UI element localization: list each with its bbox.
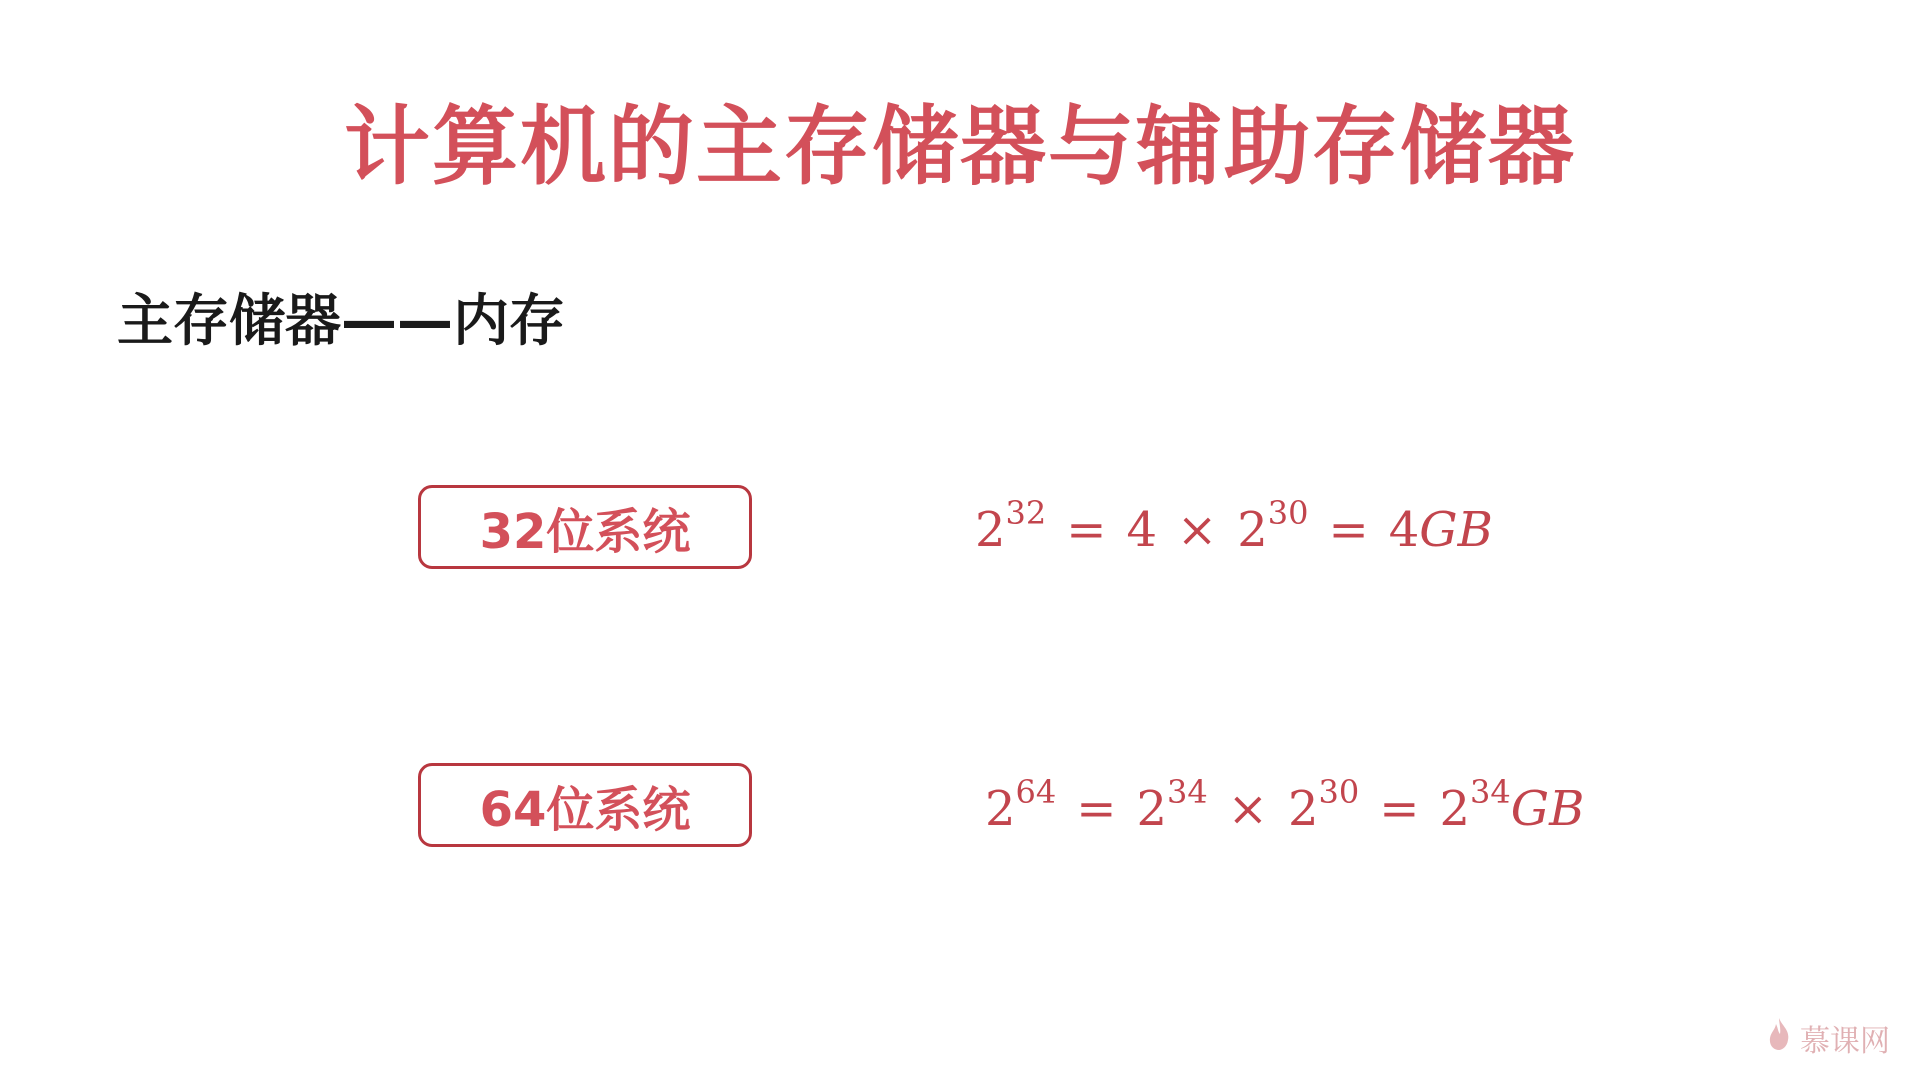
formula-operator: = bbox=[1328, 502, 1369, 558]
formula-term: 4 bbox=[1126, 502, 1158, 558]
formula-term: 2 bbox=[1237, 502, 1268, 558]
formula-term: 2 bbox=[985, 781, 1016, 837]
system-32-label-box bbox=[418, 485, 752, 569]
system-64-label: 64位系统 bbox=[479, 781, 691, 838]
formula-unit: GB bbox=[1510, 781, 1585, 837]
flame-icon bbox=[1764, 1016, 1794, 1060]
formula-exponent: 30 bbox=[1267, 494, 1309, 532]
system-32-label: 32位系统 bbox=[479, 503, 691, 560]
formula-operator: × bbox=[1177, 502, 1218, 558]
watermark-logo bbox=[1764, 1016, 1890, 1060]
formula-operator: = bbox=[1076, 781, 1117, 837]
formula-unit: GB bbox=[1419, 502, 1493, 558]
watermark-text: 慕课网 bbox=[1800, 1024, 1890, 1059]
formula-operator: = bbox=[1066, 502, 1107, 558]
formula-exponent: 30 bbox=[1318, 773, 1360, 811]
slide-title: 计算机的主存储器与辅助存储器 bbox=[344, 97, 1576, 197]
formula-64bit bbox=[985, 773, 1585, 839]
formula-term: 2 bbox=[975, 502, 1006, 558]
formula-operator: × bbox=[1227, 781, 1268, 837]
formula-term: 2 bbox=[1439, 781, 1470, 837]
formula-exponent: 32 bbox=[1005, 494, 1047, 532]
formula-exponent: 34 bbox=[1167, 773, 1208, 811]
system-64-label-box bbox=[418, 763, 752, 847]
section-subtitle: 主存储器——内存 bbox=[117, 289, 565, 354]
formula-32bit bbox=[975, 494, 1493, 560]
formula-term: 4 bbox=[1388, 502, 1420, 558]
formula-operator: = bbox=[1379, 781, 1420, 837]
formula-term: 2 bbox=[1136, 781, 1168, 837]
formula-exponent: 34 bbox=[1470, 773, 1511, 811]
formula-exponent: 64 bbox=[1015, 773, 1057, 811]
formula-term: 2 bbox=[1287, 781, 1319, 837]
